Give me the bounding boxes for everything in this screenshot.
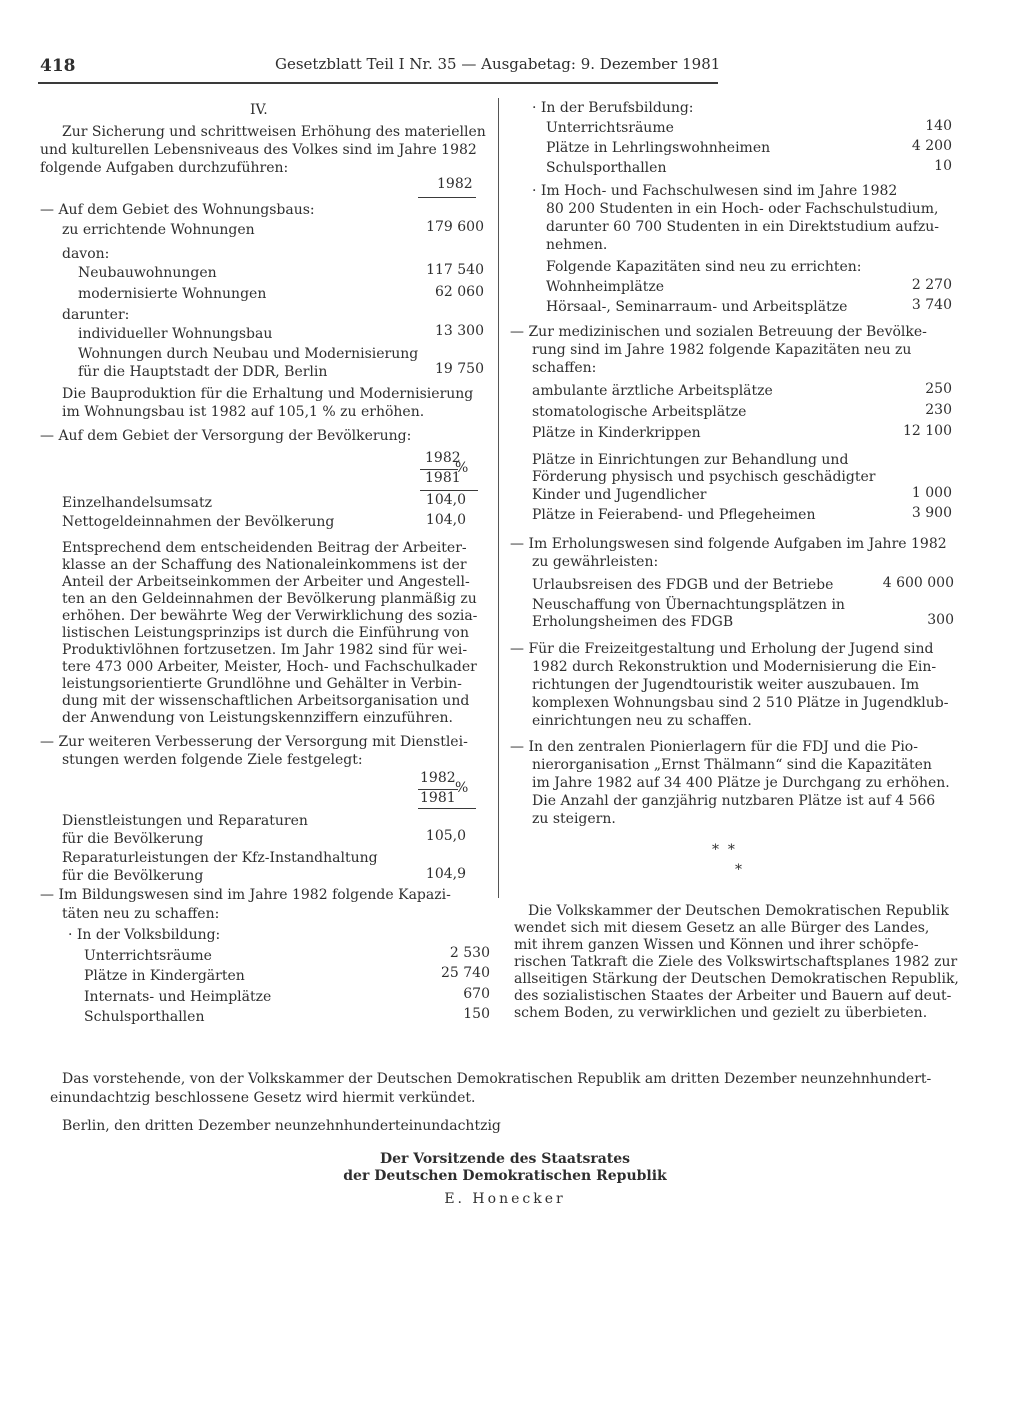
header-rule — [38, 82, 718, 84]
table-row-label: Kinder und Jugendlicher — [532, 487, 707, 503]
intro-line-1: Zur Sicherung und schrittweisen Erhöhung des materiellen — [62, 124, 486, 140]
paragraph-line: Produktivlöhnen fortzusetzen. Im Jahr 1982 sind für wei- — [62, 642, 468, 658]
table-row-label: Schulsporthallen — [546, 160, 667, 176]
column-header-year: 1982 — [437, 176, 473, 192]
section-number: IV. — [250, 102, 268, 118]
kapazitaeten-line: Folgende Kapazitäten sind neu zu errichten: — [546, 259, 862, 275]
page-number: 418 — [40, 56, 76, 76]
paragraph-line: zu steigern. — [532, 811, 616, 827]
table-row-label: Unterrichtsräume — [546, 120, 674, 136]
paragraph-line: Die Anzahl der ganzjährig nutzbaren Plätze ist auf 4 566 — [532, 793, 936, 809]
ratio-top: 1982 — [420, 770, 456, 786]
paragraph-line: — In den zentralen Pionierlagern für die FDJ und die Pio- — [510, 739, 918, 755]
table-row-label: darunter: — [62, 307, 130, 323]
table-row-label: für die Bevölkerung — [62, 831, 204, 847]
paragraph-line: erhöhen. Der bewährte Weg der Verwirklichung des sozia- — [62, 608, 478, 624]
medizin-heading-1: — Zur medizinischen und sozialen Betreuung der Bevölke- — [510, 324, 927, 340]
table-row-value: 3 740 — [911, 297, 952, 313]
medizin-heading-2: rung sind im Jahre 1982 folgende Kapazitäten neu zu — [532, 342, 912, 358]
table-row-value: 179 600 — [426, 219, 484, 235]
section-asterisk: * — [735, 862, 742, 878]
table-row-value: 25 740 — [441, 965, 490, 981]
table-row-value: 104,0 — [425, 512, 466, 528]
paragraph-line: richtungen der Jugendtouristik weiter auszubauen. Im — [532, 677, 920, 693]
table-row-value: 19 750 — [435, 361, 484, 377]
paragraph-line: des sozialistischen Staates der Arbeiter und Bauern auf deut- — [514, 988, 952, 1004]
table-row-value: 1 000 — [911, 485, 952, 501]
paragraph-line: der Anwendung von Leistungskennziffern einzuführen. — [62, 710, 453, 726]
paragraph-line: klasse an der Schaffung des Nationaleinkommens ist der — [62, 557, 467, 573]
medizin-heading-3: schaffen: — [532, 360, 597, 376]
ratio-header-rule — [418, 808, 476, 809]
signatory-line-2: der Deutschen Demokratischen Republik — [343, 1168, 667, 1184]
paragraph-line: Anteil der Arbeitseinkommen der Arbeiter und Angestell- — [62, 574, 470, 590]
hochschul-line: darunter 60 700 Studenten in ein Direktstudium aufzu- — [546, 219, 940, 235]
table-row-label: stomatologische Arbeitsplätze — [532, 404, 747, 420]
signatory-name: E. Honecker — [444, 1191, 566, 1207]
table-row-label: Neubauwohnungen — [78, 265, 217, 281]
paragraph-line: komplexen Wohnungsbau sind 2 510 Plätze in Jugendklub- — [532, 695, 949, 711]
table-row-value: 12 100 — [903, 423, 952, 439]
paragraph-line: — Für die Freizeitgestaltung und Erholung der Jugend sind — [510, 641, 934, 657]
table-row-label: Reparaturleistungen der Kfz-Instandhaltung — [62, 850, 378, 866]
paragraph-line: ten an den Geldeinnahmen der Bevölkerung planmäßig zu — [62, 591, 477, 607]
table-row-label: Schulsporthallen — [84, 1009, 205, 1025]
dienst-heading-2: stungen werden folgende Ziele festgelegt: — [62, 752, 363, 768]
page-header-title: Gesetzblatt Teil I Nr. 35 — Ausgabetag: 9. Dezember 1981 — [275, 55, 721, 73]
paragraph-line: 1982 durch Rekonstruktion und Modernisierung die Ein- — [532, 659, 937, 675]
paragraph-line: nierorganisation „Ernst Thälmann“ sind die Kapazitäten — [532, 757, 932, 773]
column-header-rule — [418, 197, 476, 198]
paragraph-line: schem Boden, zu verwirklichen und gezielt zu überbieten. — [514, 1005, 928, 1021]
table-row-label: Erholungsheimen des FDGB — [532, 614, 734, 630]
signatory-line-1: Der Vorsitzende des Staatsrates — [379, 1151, 631, 1167]
volksbildung-subheading: · In der Volksbildung: — [68, 927, 221, 943]
bauproduktion-line-1: Die Bauproduktion für die Erhaltung und Modernisierung — [62, 386, 474, 402]
percent-sign: % — [455, 460, 469, 476]
table-row-value: 10 — [934, 158, 952, 174]
paragraph-line: tere 473 000 Arbeiter, Meister, Hoch- und Fachschulkader — [62, 659, 477, 675]
table-row-label: ambulante ärztliche Arbeitsplätze — [532, 383, 773, 399]
paragraph-line: Die Volkskammer der Deutschen Demokratischen Republik — [528, 903, 949, 919]
table-row-value: 62 060 — [435, 284, 484, 300]
paragraph-line: im Jahre 1982 auf 34 400 Plätze je Durchgang zu erhöhen. — [532, 775, 950, 791]
table-row-label: davon: — [62, 246, 110, 262]
table-row-value: 300 — [927, 612, 954, 628]
paragraph-line: allseitigen Stärkung der Deutschen Demokratischen Republik, — [514, 971, 959, 987]
table-row-value: 4 600 000 — [882, 575, 954, 591]
table-row-value: 150 — [463, 1006, 490, 1022]
table-row-value: 104,0 — [425, 492, 466, 508]
paragraph-line: leistungsorientierte Grundlöhne und Gehälter in Verbin- — [62, 676, 462, 692]
table-row-label: Plätze in Kinderkrippen — [532, 425, 701, 441]
proclamation-line-1: Das vorstehende, von der Volkskammer der Deutschen Demokratischen Republik am dritten Dezember neunzehnhundert- — [62, 1071, 932, 1087]
table-row-label: Plätze in Lehrlingswohnheimen — [546, 140, 771, 156]
proclamation-line-2: einundachtzig beschlossene Gesetz wird hiermit verkündet. — [50, 1090, 476, 1106]
table-row-label: Plätze in Kindergärten — [84, 968, 245, 984]
intro-line-2: und kulturellen Lebensniveaus des Volkes sind im Jahre 1982 — [40, 142, 477, 158]
table-row-label: Internats- und Heimplätze — [84, 989, 272, 1005]
section-asterisks: * * — [712, 842, 735, 858]
table-row-label: Hörsaal-, Seminarraum- und Arbeitsplätze — [546, 299, 848, 315]
table-row-label: Nettogeldeinnahmen der Bevölkerung — [62, 514, 335, 530]
table-row-value: 104,9 — [425, 866, 466, 882]
wohnungsbau-heading: — Auf dem Gebiet des Wohnungsbaus: — [40, 202, 315, 218]
ratio-bottom: 1981 — [420, 790, 456, 806]
table-row-label: zu errichtende Wohnungen — [62, 222, 255, 238]
table-row-value: 140 — [925, 118, 952, 134]
table-row-label: Einzelhandelsumsatz — [62, 495, 212, 511]
hochschul-line: 80 200 Studenten in ein Hoch- oder Fachschulstudium, — [546, 201, 939, 217]
paragraph-line: wendet sich mit diesem Gesetz an alle Bürger des Landes, — [514, 920, 930, 936]
erholung-heading-1: — Im Erholungswesen sind folgende Aufgaben im Jahre 1982 — [510, 536, 947, 552]
ratio-bottom: 1981 — [425, 470, 461, 486]
column-divider — [498, 98, 499, 898]
table-row-label: für die Bevölkerung — [62, 868, 204, 884]
table-row-label: modernisierte Wohnungen — [78, 286, 267, 302]
table-row-label: für die Hauptstadt der DDR, Berlin — [78, 364, 328, 380]
bildung-heading-2: täten neu zu schaffen: — [62, 906, 220, 922]
percent-sign: % — [455, 780, 469, 796]
ratio-header-rule — [420, 490, 478, 491]
bildung-heading-1: — Im Bildungswesen sind im Jahre 1982 folgende Kapazi- — [40, 887, 451, 903]
table-row-value: 670 — [463, 986, 490, 1002]
table-row-value: 230 — [925, 402, 952, 418]
table-row-value: 105,0 — [425, 828, 466, 844]
paragraph-line: listischen Leistungsprinzips ist durch die Einführung von — [62, 625, 469, 641]
table-row-label: Urlaubsreisen des FDGB und der Betriebe — [532, 577, 834, 593]
paragraph-line: Entsprechend dem entscheidenden Beitrag der Arbeiter- — [62, 540, 467, 556]
paragraph-line: einrichtungen neu zu schaffen. — [532, 713, 752, 729]
table-row-value: 250 — [925, 381, 952, 397]
table-row-label: Plätze in Einrichtungen zur Behandlung und — [532, 452, 849, 468]
table-row-label: Neuschaffung von Übernachtungsplätzen in — [532, 597, 845, 613]
table-row-value: 13 300 — [435, 323, 484, 339]
hochschul-line: nehmen. — [546, 237, 608, 253]
table-row-label: Unterrichtsräume — [84, 948, 212, 964]
table-row-value: 4 200 — [911, 138, 952, 154]
paragraph-line: rischen Tatkraft die Ziele des Volkswirtschaftsplanes 1982 zur — [514, 954, 958, 970]
ratio-top: 1982 — [425, 450, 461, 466]
paragraph-line: mit ihrem ganzen Wissen und Können und ihrer schöpfe- — [514, 937, 919, 953]
intro-line-3: folgende Aufgaben durchzuführen: — [40, 160, 289, 176]
table-row-value: 2 530 — [449, 945, 490, 961]
berufsbildung-subheading: · In der Berufsbildung: — [532, 100, 694, 116]
table-row-label: Plätze in Feierabend- und Pflegeheimen — [532, 507, 816, 523]
table-row-label: Wohnheimplätze — [546, 279, 665, 295]
table-row-value: 117 540 — [426, 262, 484, 278]
versorgung-heading: — Auf dem Gebiet der Versorgung der Bevölkerung: — [40, 428, 412, 444]
table-row-label: Wohnungen durch Neubau und Modernisierung — [78, 346, 419, 362]
dienst-heading-1: — Zur weiteren Verbesserung der Versorgung mit Dienstlei- — [40, 734, 468, 750]
table-row-label: Förderung physisch und psychisch geschädigter — [532, 469, 876, 485]
bauproduktion-line-2: im Wohnungsbau ist 1982 auf 105,1 % zu erhöhen. — [62, 404, 425, 420]
erholung-heading-2: zu gewährleisten: — [532, 554, 659, 570]
place-date: Berlin, den dritten Dezember neunzehnhunderteinundachtzig — [62, 1118, 501, 1134]
paragraph-line: dung mit der wissenschaftlichen Arbeitsorganisation und — [62, 693, 470, 709]
table-row-label: individueller Wohnungsbau — [78, 326, 273, 342]
table-row-label: Dienstleistungen und Reparaturen — [62, 813, 308, 829]
hochschul-line: · Im Hoch- und Fachschulwesen sind im Jahre 1982 — [532, 183, 898, 199]
table-row-value: 3 900 — [911, 505, 952, 521]
table-row-value: 2 270 — [911, 277, 952, 293]
